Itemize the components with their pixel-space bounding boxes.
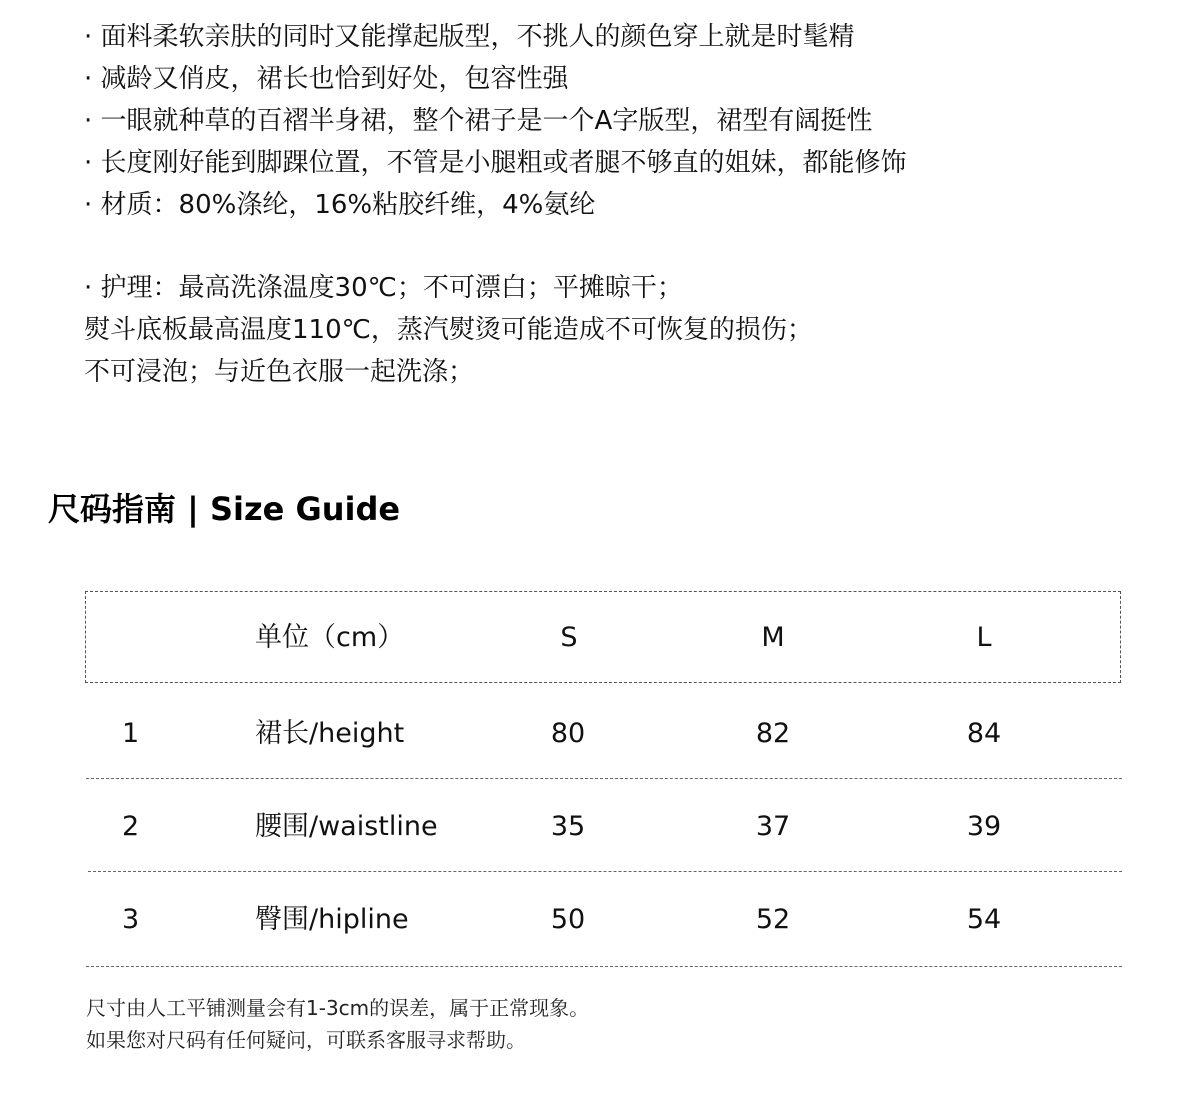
- size-header-s: S: [560, 622, 578, 653]
- row-index: 3: [122, 904, 140, 935]
- row-divider: [88, 871, 1122, 872]
- note-line: 如果您对尺码有任何疑问，可联系客服寻求帮助。: [86, 1028, 526, 1052]
- row-label: 臀围/hipline: [255, 904, 409, 935]
- row-value-s: 50: [550, 904, 586, 935]
- row-label: 裙长/height: [255, 718, 405, 749]
- size-header-m: M: [761, 622, 785, 653]
- size-notes: [86, 992, 1146, 1056]
- feature-line: · 减龄又俏皮，裙长也恰到好处，包容性强: [84, 64, 569, 94]
- row-value-l: 84: [966, 718, 1002, 749]
- feature-line: · 面料柔软亲肤的同时又能撑起版型，不挑人的颜色穿上就是时髦精: [84, 22, 855, 52]
- care-line: 不可浸泡；与近色衣服一起洗涤；: [84, 357, 475, 387]
- unit-header: 单位（cm）: [255, 622, 405, 653]
- row-divider: [86, 966, 1122, 967]
- size-guide-title: 尺码指南 | Size Guide: [48, 490, 401, 528]
- feature-line: · 一眼就种草的百褶半身裙，整个裙子是一个A字版型，裙型有阔挺性: [84, 106, 873, 136]
- row-value-s: 35: [550, 811, 586, 842]
- row-index: 2: [122, 811, 140, 842]
- note-line: 尺寸由人工平铺测量会有1-3cm的误差，属于正常现象。: [86, 996, 590, 1020]
- row-index: 1: [122, 718, 140, 749]
- row-divider: [86, 778, 1122, 779]
- row-value-s: 80: [550, 718, 586, 749]
- care-line: 熨斗底板最高温度110℃，蒸汽熨烫可能造成不可恢复的损伤；: [84, 315, 813, 345]
- row-value-m: 82: [755, 718, 791, 749]
- row-label: 腰围/waistline: [255, 811, 438, 842]
- size-table-header: [85, 591, 1121, 683]
- row-value-l: 39: [966, 811, 1002, 842]
- feature-line: · 长度刚好能到脚踝位置，不管是小腿粗或者腿不够直的姐妹，都能修饰: [84, 148, 907, 178]
- size-header-l: L: [976, 622, 992, 653]
- row-value-m: 52: [755, 904, 791, 935]
- material-line: · 材质：80%涤纶，16%粘胶纤维，4%氨纶: [84, 190, 596, 220]
- care-line: · 护理：最高洗涤温度30℃；不可漂白；平摊晾干；: [84, 273, 683, 303]
- row-value-l: 54: [966, 904, 1002, 935]
- row-value-m: 37: [755, 811, 791, 842]
